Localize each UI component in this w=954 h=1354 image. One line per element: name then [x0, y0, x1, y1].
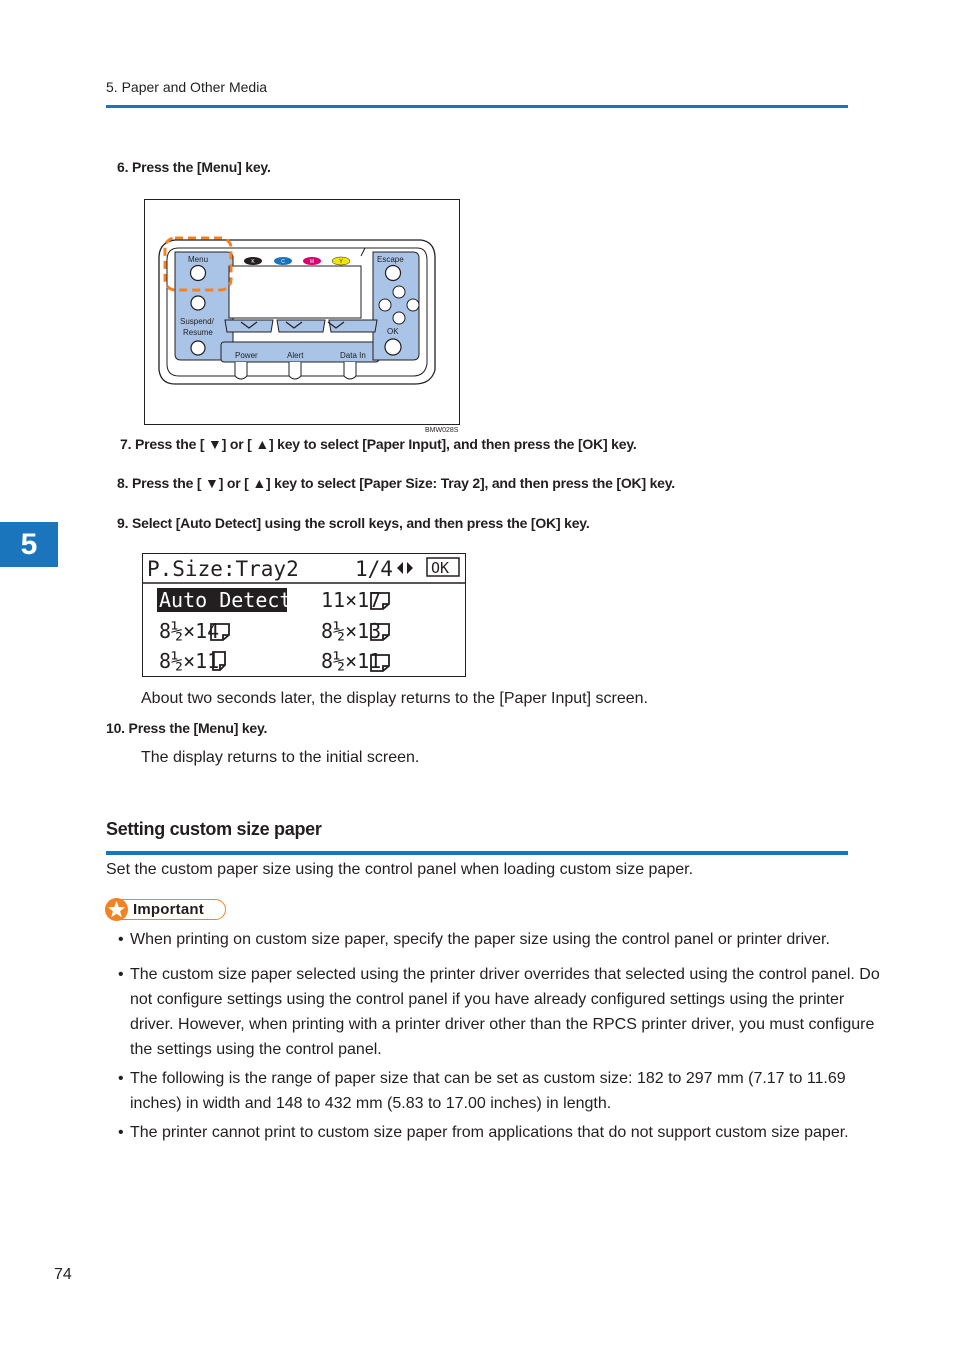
bullet-text: The custom size paper selected using the printer driver overrides that selected using the control panel. Do not configure settings using the control panel if you have already configured settings using the printer driver. However, when printing with a printer driver other than the RPCS printer driver, you must configure the settings using the control panel. — [130, 966, 880, 1058]
important-label: Important — [133, 901, 204, 918]
section-intro: Set the custom paper size using the control panel when loading custom size paper. — [106, 861, 694, 878]
toner-k-label: K — [251, 259, 255, 265]
lcd-option-8-5x14: 8½×14 — [159, 619, 220, 643]
bullet-text: When printing on custom size paper, specify the paper size using the control panel or printer driver. — [130, 931, 830, 948]
lcd-ok: OK — [431, 559, 450, 577]
lcd-option-8-5x11-portrait: 8½×11 — [159, 649, 220, 673]
lcd-option-8-5x11-landscape: 8½×11 — [321, 649, 382, 673]
alert-label: Alert — [287, 351, 304, 360]
lcd-screen — [143, 554, 465, 676]
page-number: 74 — [54, 1266, 72, 1283]
lcd-option-auto-detect: Auto Detect — [159, 588, 292, 612]
important-bullet: • The custom size paper selected using the printer driver overrides that selected using the control panel. Do not configure settings using the control panel if you have already configured settings using the printer driver. However, when printing with a printer driver other than the RPCS printer driver, you must configure the settings using the control panel. — [118, 966, 880, 1058]
control-panel-illustration — [145, 200, 459, 424]
step-7 — [120, 436, 637, 452]
important-badge — [106, 899, 226, 920]
bullet-text: The printer cannot print to custom size paper from applications that do not support custom size paper. — [130, 1124, 849, 1141]
chapter-tab: 5 — [0, 522, 58, 567]
toner-m-label: M — [309, 259, 315, 265]
step-9: 9. Select [Auto Detect] using the scroll keys, and then press the [OK] key. — [117, 515, 590, 531]
step-10: 10. Press the [Menu] key. — [106, 720, 268, 736]
toner-y-label: Y — [339, 259, 343, 265]
toner-c-label: C — [281, 259, 285, 265]
suspend-label-2: Resume — [183, 328, 213, 337]
ok-key-label: OK — [387, 327, 399, 336]
step-7-part-3: ] key to select [Paper Input], and then press the [OK] key. — [268, 436, 637, 452]
step-8-part-1: 8. Press the [ — [117, 475, 206, 491]
star-icon — [105, 898, 128, 921]
control-panel-figure — [144, 199, 460, 425]
suspend-label-1: Suspend/ — [180, 317, 214, 326]
figure-code: BMW028S — [425, 427, 459, 434]
section-rule — [106, 851, 848, 855]
header-rule — [106, 105, 848, 108]
section-title: Setting custom size paper — [106, 819, 322, 839]
important-bullet: • The following is the range of paper size that can be set as custom size: 182 to 297 mm (7.17 to 11.69 inches) in width and 148 to 432 mm (5.83 to 17.00 inches) in length. — [118, 1070, 846, 1112]
down-arrow-icon: ▼ — [208, 436, 222, 452]
lcd-page: 1/4 — [355, 557, 393, 581]
down-arrow-icon: ▼ — [205, 475, 219, 491]
step-8 — [117, 475, 675, 491]
scroll-arrows-icon — [397, 562, 413, 574]
lcd-title: P.Size:Tray2 — [147, 557, 299, 581]
running-head: 5. Paper and Other Media — [106, 79, 268, 95]
step-6: 6. Press the [Menu] key. — [117, 159, 271, 175]
power-label: Power — [235, 351, 258, 360]
lcd-option-11x17: 11×17 — [321, 588, 382, 612]
step-8-part-2: ] or [ — [218, 475, 253, 491]
bullet-text: The following is the range of paper size that can be set as custom size: 182 to 297 mm (7.17 to 11.69 inches) in width and 148 to 432 mm (5.83 to 17.00 inches) in length. — [130, 1070, 846, 1112]
important-bullet: • The printer cannot print to custom size paper from applications that do not support custom size paper. — [118, 1124, 849, 1141]
up-arrow-icon: ▲ — [252, 475, 266, 491]
step-8-part-3: ] key to select [Paper Size: Tray 2], and then press the [OK] key. — [265, 475, 675, 491]
menu-key-label: Menu — [188, 255, 209, 264]
data-in-label: Data In — [340, 351, 366, 360]
step-7-part-1: 7. Press the [ — [120, 436, 209, 452]
lcd-display — [142, 553, 466, 677]
up-arrow-icon: ▲ — [255, 436, 269, 452]
lcd-option-8-5x13: 8½×13 — [321, 619, 382, 643]
step-7-part-2: ] or [ — [221, 436, 256, 452]
step-9-note: About two seconds later, the display returns to the [Paper Input] screen. — [141, 690, 648, 707]
important-bullet: • When printing on custom size paper, specify the paper size using the control panel or printer driver. — [118, 931, 830, 948]
escape-key-label: Escape — [377, 255, 404, 264]
step-10-note: The display returns to the initial screen. — [141, 749, 420, 766]
